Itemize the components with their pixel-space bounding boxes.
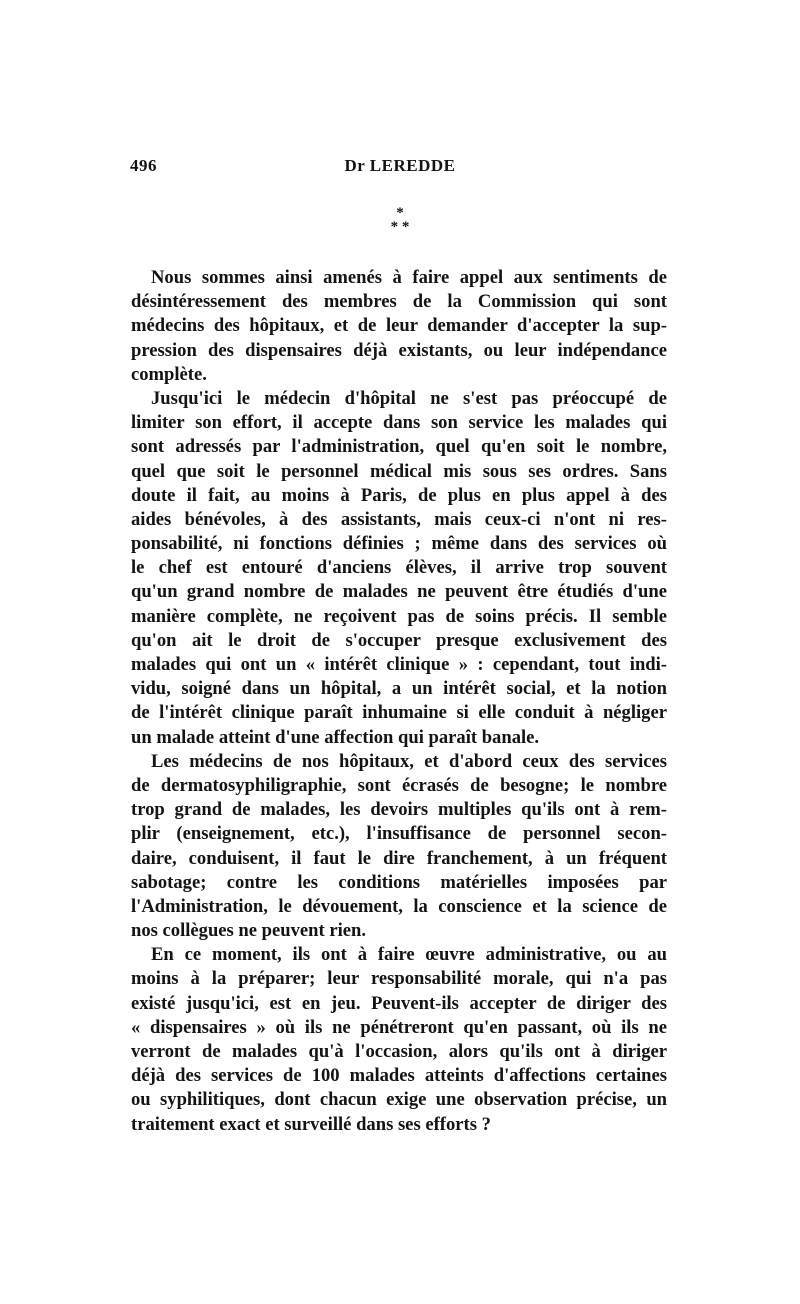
text-line: aides bénévoles, à des assistants, mais ceux-ci n'ont ni res- (131, 508, 667, 530)
text-line: Les médecins de nos hôpitaux, et d'abord ceux des services (151, 750, 667, 772)
text-line: doute il fait, au moins à Paris, de plus en plus appel à des (131, 484, 667, 506)
text-line: malades qui ont un « intérêt clinique » : cependant, tout indi- (131, 654, 667, 675)
text-line: manière complète, ne reçoivent pas de soins précis. Il semble (131, 605, 667, 627)
text-line: le chef est entouré d'anciens élèves, il arrive trop souvent (131, 557, 667, 579)
text-line: moins à la préparer; leur responsabilité morale, qui n'a pas (131, 968, 667, 990)
text-line: limiter son effort, il accepte dans son service les malades qui (131, 412, 667, 434)
text-line: de l'intérêt clinique paraît inhumaine si elle conduit à négliger (131, 702, 667, 724)
text-line: En ce moment, ils ont à faire œuvre administrative, ou au (151, 944, 667, 966)
text-line: médecins des hôpitaux, et de leur demander d'accepter la sup- (131, 315, 667, 337)
text-line: de dermatosyphiligraphie, sont écrasés de besogne; le nombre (131, 774, 667, 796)
text-line: nos collègues ne peuvent rien. (131, 920, 367, 942)
text-line: sabotage; contre les conditions matérielles imposées par (131, 871, 667, 893)
text-line: l'Administration, le dévouement, la conscience et la science de (131, 895, 667, 917)
text-line: ponsabilité, ni fonctions définies ; même dans des services où (131, 533, 667, 555)
running-title: Dr LEREDDE (344, 156, 456, 175)
text-line: un malade atteint d'une affection qui paraît banale. (131, 726, 540, 748)
text-line: qu'on ait le droit de s'occuper presque exclusivement des (131, 629, 667, 651)
text-line: Nous sommes ainsi amenés à faire appel aux sentiments de (151, 267, 667, 288)
text-line: ou syphilitiques, dont chacun exige une observation précise, un (131, 1089, 667, 1111)
text-line: verront de malades qu'à l'occasion, alors qu'ils ont à diriger (131, 1041, 667, 1062)
text-line: complète. (131, 363, 207, 385)
body-text (131, 266, 667, 1137)
text-line: déjà des services de 100 malades atteints d'affections certaines (131, 1065, 667, 1087)
paragraph (131, 750, 667, 944)
asterism-top: * (396, 205, 404, 221)
paragraph (131, 387, 667, 750)
text-line: Jusqu'ici le médecin d'hôpital ne s'est pas préoccupé de (151, 387, 667, 409)
text-line: sont adressés par l'administration, quel qu'en soit le nombre, (131, 436, 667, 458)
text-line: daire, conduisent, il faut le dire franchement, à un fréquent (131, 847, 667, 869)
text-line: trop grand de malades, les devoirs multiples qu'ils ont à rem- (131, 799, 667, 821)
paragraph (131, 943, 667, 1137)
text-line: pression des dispensaires déjà existants, ou leur indépendance (131, 339, 667, 361)
page-number: 496 (130, 156, 157, 175)
asterism-bottom: * * (390, 219, 410, 235)
text-line: traitement exact et surveillé dans ses efforts ? (131, 1113, 491, 1135)
paragraph (131, 266, 667, 387)
running-head (130, 156, 670, 180)
text-line: plir (enseignement, etc.), l'insuffisance de personnel secon- (131, 823, 667, 845)
text-line: vidu, soigné dans un hôpital, a un intérêt social, et la notion (131, 678, 667, 700)
section-break-asterism (370, 206, 430, 240)
text-line: « dispensaires » où ils ne pénétreront qu'en passant, où ils ne (131, 1016, 667, 1038)
text-line: existé jusqu'ici, est en jeu. Peuvent-ils accepter de diriger des (131, 992, 667, 1014)
text-line: qu'un grand nombre de malades ne peuvent être étudiés d'une (131, 581, 667, 603)
text-line: désintéressement des membres de la Commission qui sont (131, 291, 667, 313)
text-line: quel que soit le personnel médical mis sous ses ordres. Sans (131, 460, 667, 482)
